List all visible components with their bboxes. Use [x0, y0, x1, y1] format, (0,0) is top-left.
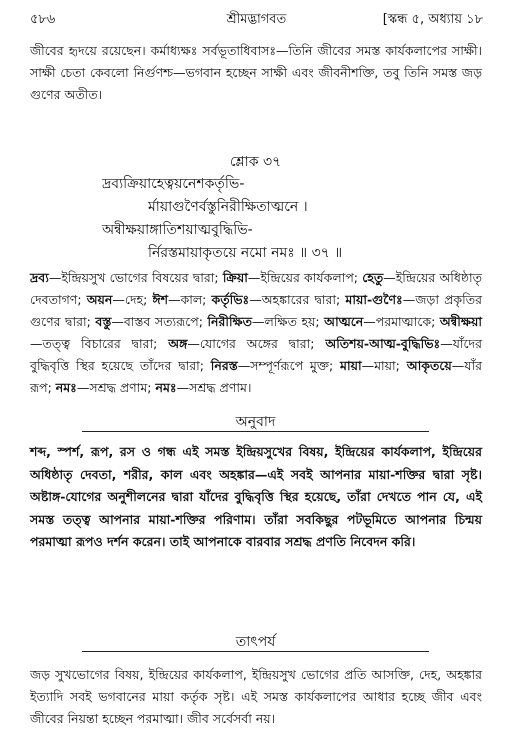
synonym-word: ক্রিয়া	[222, 270, 248, 285]
synonym-meaning: —মায়া;	[361, 358, 407, 373]
synonym-meaning: —সম্পূর্ণরূপে মুক্ত;	[237, 358, 341, 373]
shloka-heading: শ্লোক ৩৭	[229, 154, 282, 170]
synonym-word: হেতু	[362, 270, 384, 285]
book-title: শ্রীমদ্ভাগবত	[226, 12, 287, 27]
synonym-meaning: —দেহ;	[112, 292, 153, 307]
verse-line-4: র্নিরস্তমায়াকৃতয়ে নমো নমঃ ॥ ৩৭ ॥	[148, 245, 343, 261]
synonym-meaning: —কাল;	[168, 292, 212, 307]
synonym-word: নিরীক্ষিত	[207, 314, 253, 329]
synonym-meaning: —ইন্দ্রিয়সুখ ভোগের বিষয়ের দ্বারা;	[48, 270, 223, 285]
synonym-meaning: —যোগের অঙ্গের দ্বারা;	[187, 336, 326, 351]
synonym-word: অয়ন	[86, 292, 113, 307]
synonym-meaning: —বাস্তব সত্যরূপে;	[111, 314, 208, 329]
synonym-word: আকৃতয়ে	[406, 358, 452, 373]
synonym-word: বস্তু	[95, 314, 112, 329]
running-header	[30, 10, 483, 30]
synonym-meaning: —ইন্দ্রিয়ের কার্যকলাপ;	[247, 270, 363, 285]
synonym-meaning: —লক্ষিত হয়;	[252, 314, 325, 329]
synonyms-paragraph	[30, 267, 482, 399]
synonym-word: কর্তৃভিঃ	[211, 292, 250, 307]
verse-line-3: অন্বীক্ষয়াঙ্গাতিশয়াত্মবুদ্ধিভি-	[102, 222, 253, 238]
synonym-word: অঙ্গ	[168, 336, 188, 351]
translation-heading: অনুবাদ	[235, 414, 276, 430]
synonym-meaning: —জড়া প্রকৃতির গুণের দ্বারা;	[30, 292, 483, 329]
purport-heading: তাৎপর্য	[235, 634, 276, 650]
synonym-meaning: —যাঁদের বুদ্ধিবৃত্তি স্থির হয়েছে তাঁদের দ্বারা;	[30, 336, 482, 373]
synonym-word: মায়া-গুণৈঃ	[345, 292, 403, 307]
synonym-meaning: —যাঁর রূপ;	[30, 358, 482, 395]
verse-line-2: র্মায়াগুণৈর্বস্তুনিরীক্ষিতাত্মনে ।	[148, 199, 308, 215]
page-number: ৫৮৬	[30, 12, 56, 27]
synonym-meaning: —সশ্রদ্ধ প্রণাম;	[76, 380, 156, 395]
translation-paragraph: শব্দ, স্পর্শ, রূপ, রস ও গন্ধ এই সমস্ত ইন্দ্রিয়সুখের বিষয়, ইন্দ্রিয়ের কার্যকলাপ, ইন্দ্রিয়ের অধিষ্ঠাতৃ দেবতা, শরীর, কাল এবং অহঙ্কার—এই সবই আপনার মায়া-শক্তির দ্বারা সৃষ্ট। অষ্টাঙ্গ-যোগের অনুশীলনের দ্বারা যাঁদের বুদ্ধিবৃত্তি স্থির হয়েছে, তাঁরা দেখতে পান যে, এই সমস্ত তত্ত্ব আপনার মায়া-শক্তির পরিণাম। তাঁরা সবকিছুর পটভূমিতে আপনার চিন্ময় পরমাত্মা রূপও দর্শন করেন। তাই আপনাকে বারবার সশ্রদ্ধ প্রণতি নিবেদন করি।	[30, 444, 482, 549]
purport-heading-rule	[82, 651, 429, 652]
purport-paragraph: জড় সুখভোগের বিষয়, ইন্দ্রিয়ের কার্যকলাপ, ইন্দ্রিয়সুখ ভোগের প্রতি আসক্তি, দেহ, অহঙ্কার ইত্যাদি সবই ভগবানের মায়া কর্তৃক সৃষ্ট। এই সমস্ত কার্যকলাপের আধার হচ্ছে জীব এবং জীবের নিয়ন্তা হচ্ছেন পরমাত্মা। জীব সর্বেসর্বা নয়।	[30, 667, 482, 726]
synonym-meaning: —তত্ত্ব বিচারের দ্বারা;	[30, 336, 169, 351]
synonym-word: ঈশ	[152, 292, 168, 307]
synonym-meaning: —ইন্দ্রিয়ের অধিষ্ঠাতৃ দেবতাগণ;	[30, 270, 483, 307]
synonym-word: অন্বীক্ষয়া	[439, 314, 482, 329]
synonym-word: আত্মনে	[324, 314, 364, 329]
verse-line-1: দ্রব্যক্রিয়াহেত্বয়নেশকর্তৃভি-	[102, 176, 245, 192]
synonym-word: অতিশয়-আত্ম-বুদ্ধিভিঃ	[325, 336, 441, 351]
synonym-meaning: —সশ্রদ্ধ প্রণাম।	[176, 380, 252, 395]
synonym-meaning: —পরমাত্মাকে;	[363, 314, 440, 329]
synonym-word: নমঃ	[55, 380, 77, 395]
synonym-word: দ্রব্য	[30, 270, 49, 285]
intro-paragraph: জীবের হৃদয়ে রয়েছেন। কর্মাধ্যক্ষঃ সর্বভূতাধিবাসঃ—তিনি জীবের সমস্ত কার্যকলাপের সাক্ষী। সাক্ষী চেতা কেবলো নির্গুণশ্চ—ভগবান হচ্ছেন সাক্ষী এবং জীবনীশক্তি, তবু তিনি সমস্ত জড় গুণের অতীত।	[30, 43, 482, 102]
synonym-word: নমঃ	[155, 380, 177, 395]
synonym-word: নিরস্ত	[210, 358, 238, 373]
chapter-reference: [স্কন্ধ ৫, অধ্যায় ১৮	[382, 12, 483, 27]
synonym-word: মায়া	[340, 358, 362, 373]
translation-heading-rule	[82, 431, 429, 432]
synonym-meaning: —অহঙ্কারের দ্বারা;	[249, 292, 346, 307]
